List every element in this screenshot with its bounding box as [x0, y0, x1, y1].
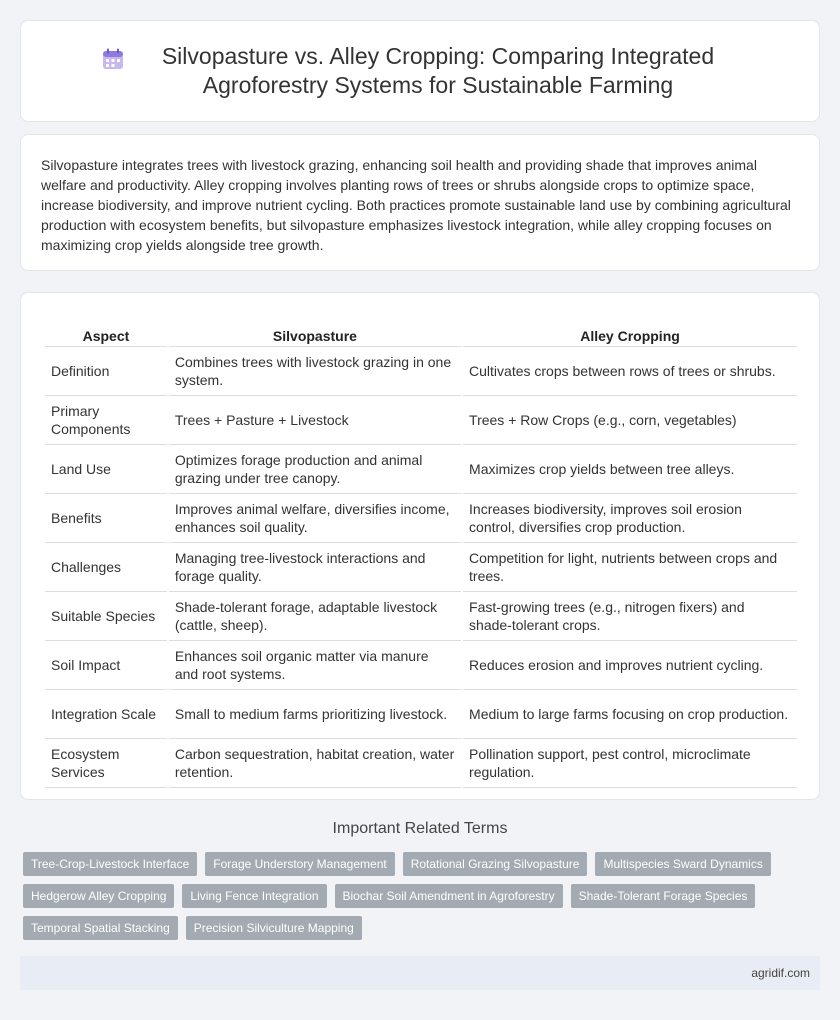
row-aspect: Soil Impact	[45, 641, 167, 690]
page-title: Silvopasture vs. Alley Cropping: Comparing Integrated Agroforestry Systems for Sustainable Farming	[161, 43, 715, 98]
table-row	[45, 396, 797, 445]
row-aspect: Definition	[45, 347, 167, 396]
related-tag[interactable]: Living Fence Integration	[182, 884, 326, 908]
row-aspect: Suitable Species	[45, 592, 167, 641]
table-row	[45, 739, 797, 788]
row-silvopasture: Combines trees with livestock grazing in one system.	[169, 347, 461, 396]
row-silvopasture: Carbon sequestration, habitat creation, water retention.	[169, 739, 461, 788]
related-tag[interactable]: Multispecies Sward Dynamics	[595, 852, 770, 876]
row-alley-cropping: Competition for light, nutrients between crops and trees.	[463, 543, 797, 592]
row-alley-cropping: Cultivates crops between rows of trees or shrubs.	[463, 347, 797, 396]
related-tag[interactable]: Biochar Soil Amendment in Agroforestry	[335, 884, 563, 908]
related-tag[interactable]: Hedgerow Alley Cropping	[23, 884, 174, 908]
calendar-icon	[102, 48, 124, 70]
related-tag[interactable]: Tree-Crop-Livestock Interface	[23, 852, 197, 876]
table-row	[45, 543, 797, 592]
row-silvopasture: Managing tree-livestock interactions and forage quality.	[169, 543, 461, 592]
intro-card	[20, 134, 820, 271]
related-tag[interactable]: Forage Understory Management	[205, 852, 394, 876]
row-alley-cropping: Fast-growing trees (e.g., nitrogen fixers) and shade-tolerant crops.	[463, 592, 797, 641]
related-tag[interactable]: Rotational Grazing Silvopasture	[403, 852, 588, 876]
row-silvopasture: Shade-tolerant forage, adaptable livestock (cattle, sheep).	[169, 592, 461, 641]
row-alley-cropping: Increases biodiversity, improves soil erosion control, diversifies crop production.	[463, 494, 797, 543]
related-tag[interactable]: Precision Silviculture Mapping	[186, 916, 362, 940]
row-silvopasture: Enhances soil organic matter via manure and root systems.	[169, 641, 461, 690]
comparison-table-card	[20, 292, 820, 800]
table-row	[45, 494, 797, 543]
row-alley-cropping: Pollination support, pest control, microclimate regulation.	[463, 739, 797, 788]
related-tag[interactable]: Temporal Spatial Stacking	[23, 916, 178, 940]
table-row	[45, 641, 797, 690]
title-wrap	[102, 42, 738, 100]
row-silvopasture: Trees + Pasture + Livestock	[169, 396, 461, 445]
row-aspect: Land Use	[45, 445, 167, 494]
row-aspect: Challenges	[45, 543, 167, 592]
row-alley-cropping: Trees + Row Crops (e.g., corn, vegetables)	[463, 396, 797, 445]
footer	[20, 956, 820, 990]
table-header-row	[45, 313, 797, 347]
footer-site-link[interactable]: agridif.com	[751, 966, 810, 980]
row-silvopasture: Improves animal welfare, diversifies income, enhances soil quality.	[169, 494, 461, 543]
table-row	[45, 592, 797, 641]
header-silvopasture: Silvopasture	[169, 313, 461, 347]
related-terms-title: Important Related Terms	[332, 820, 508, 837]
table-row	[45, 445, 797, 494]
row-aspect: Primary Components	[45, 396, 167, 445]
row-aspect: Ecosystem Services	[45, 739, 167, 788]
row-alley-cropping: Medium to large farms focusing on crop production.	[463, 690, 797, 739]
header-aspect: Aspect	[45, 313, 167, 347]
row-alley-cropping: Maximizes crop yields between tree alleys.	[463, 445, 797, 494]
title-card	[20, 20, 820, 122]
related-tag[interactable]: Shade-Tolerant Forage Species	[571, 884, 756, 908]
row-aspect: Benefits	[45, 494, 167, 543]
header-alley-cropping: Alley Cropping	[463, 313, 797, 347]
row-aspect: Integration Scale	[45, 690, 167, 739]
related-terms-tags	[23, 852, 813, 940]
row-alley-cropping: Reduces erosion and improves nutrient cycling.	[463, 641, 797, 690]
intro-paragraph: Silvopasture integrates trees with livestock grazing, enhancing soil health and providing shade that improves animal welfare and productivity. Alley cropping involves planting rows of trees or shrubs alongside crops to optimize space, increase biodiversity, and improve nutrient cycling. Both practices promote sustainable land use by combining agricultural production with ecosystem benefits, but silvopasture emphasizes livestock integration, while alley cropping focuses on maximizing crop yields alongside tree growth.	[41, 157, 791, 253]
table-row	[45, 347, 797, 396]
comparison-table	[43, 313, 799, 788]
row-silvopasture: Optimizes forage production and animal grazing under tree canopy.	[169, 445, 461, 494]
row-silvopasture: Small to medium farms prioritizing livestock.	[169, 690, 461, 739]
table-row	[45, 690, 797, 739]
